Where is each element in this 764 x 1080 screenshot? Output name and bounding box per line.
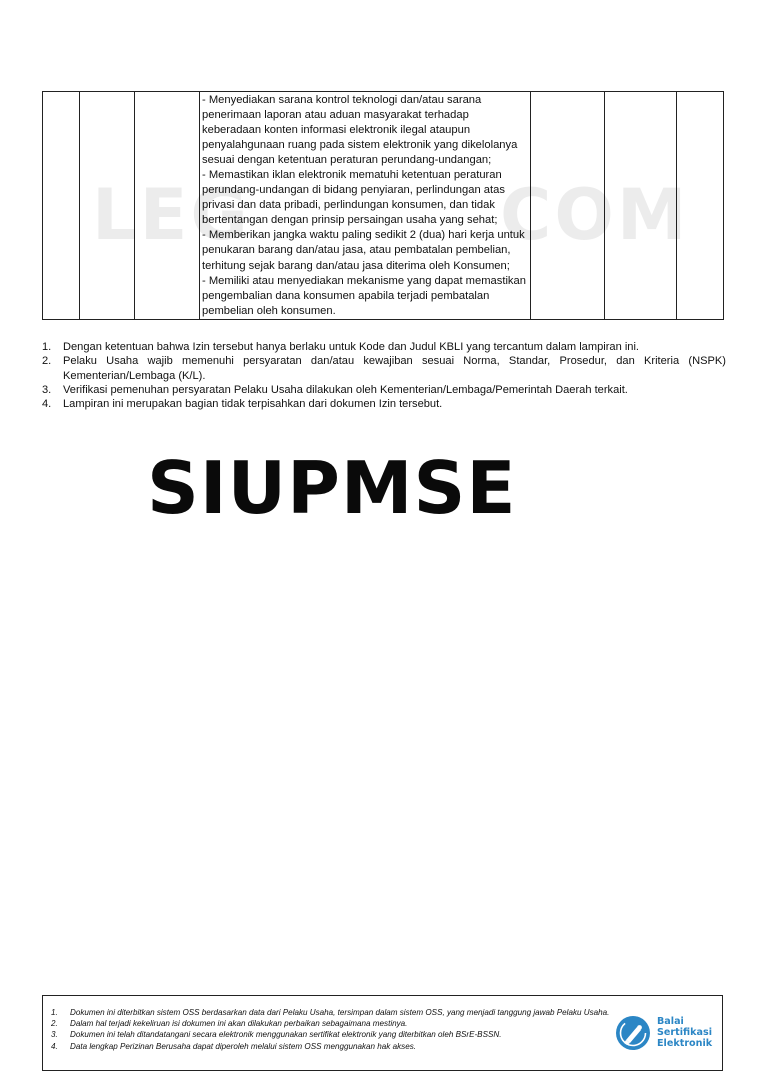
requirement-item: - Memiliki atau menyediakan mekanisme yang dapat memastikan pengembalian dana konsumen apabila terjadi pembatalan pembelian oleh konsumen. bbox=[202, 274, 526, 317]
note-item: 3. Verifikasi pemenuhan persyaratan Pelaku Usaha dilakukan oleh Kementerian/Lembaga/Pemerintah Daerah terkait. bbox=[42, 383, 628, 396]
bsre-logo-text: Balai Sertifikasi Elektronik bbox=[657, 1016, 713, 1049]
table-row bbox=[43, 92, 724, 320]
requirements-cell bbox=[200, 92, 531, 320]
page-title: SIUPMSE bbox=[147, 446, 517, 530]
footer-disclaimer bbox=[42, 995, 723, 1071]
footer-list bbox=[51, 1007, 611, 1052]
footer-item: 3. Dokumen ini telah ditandatangani secara elektronik menggunakan sertifikat elektronik yang diterbitkan oleh BSrE-BSSN. bbox=[51, 1030, 502, 1040]
requirements-text bbox=[200, 92, 530, 319]
table-cell bbox=[677, 92, 724, 320]
table-cell bbox=[531, 92, 605, 320]
footer-item: 2. Dalam hal terjadi kekeliruan isi dokumen ini akan dilakukan perbaikan sebagaimana mestinya. bbox=[51, 1019, 408, 1029]
requirement-item: - Memastikan iklan elektronik mematuhi ketentuan peraturan perundang-undangan di bidang penyiaran, perlindungan atas privasi dan data pribadi, perlindungan konsumen, dan tidak bertentangan dengan prinsip persaingan usaha yang sehat; bbox=[202, 169, 505, 227]
footer-item: 4. Data lengkap Perizinan Berusaha dapat diperoleh melalui sistem OSS menggunakan hak akses. bbox=[51, 1041, 416, 1051]
watermark-right: COM bbox=[500, 174, 690, 256]
note-item: 1. Dengan ketentuan bahwa Izin tersebut hanya berlaku untuk Kode dan Judul KBLI yang tercantum dalam lampiran ini. bbox=[42, 341, 640, 353]
note-item: 2. Pelaku Usaha wajib memenuhi persyaratan dan/atau kewajiban sesuai Norma, Standar, Prosedur, dan Kriteria (NSPK) Kementerian/Lembaga (K/L). bbox=[42, 355, 726, 382]
requirement-item: - Memberikan jangka waktu paling sedikit 2 (dua) hari kerja untuk penukaran barang dan/atau jasa, atau pembatalan pembelian, terhitung sejak barang dan/atau jasa diterima oleh Konsumen; bbox=[202, 229, 525, 272]
footer-item: 1. Dokumen ini diterbitkan sistem OSS berdasarkan data dari Pelaku Usaha, tersimpan dalam sistem OSS, yang menjadi tanggung jawab Pelaku Usaha. bbox=[51, 1008, 610, 1017]
bsre-logo bbox=[615, 1014, 715, 1054]
note-item: 4. Lampiran ini merupakan bagian tidak terpisahkan dari dokumen Izin tersebut. bbox=[42, 398, 443, 411]
kbli-table bbox=[42, 91, 724, 320]
bsre-logo-icon bbox=[615, 1015, 651, 1051]
requirement-item: - Menyediakan sarana kontrol teknologi dan/atau sarana penerimaan laporan atau aduan masyarakat terhadap keberadaan konten informasi elektronik ilegal ataupun penyalahgunaan ruang pada sistem elektronik yang dikelolanya sesuai dengan ketentuan peraturan perundang-undangan; bbox=[202, 94, 518, 167]
table-cell bbox=[135, 92, 200, 320]
table-cell bbox=[605, 92, 677, 320]
notes-list bbox=[42, 340, 726, 411]
table-cell bbox=[43, 92, 80, 320]
watermark-left: LEG bbox=[92, 174, 251, 256]
table-cell bbox=[80, 92, 135, 320]
